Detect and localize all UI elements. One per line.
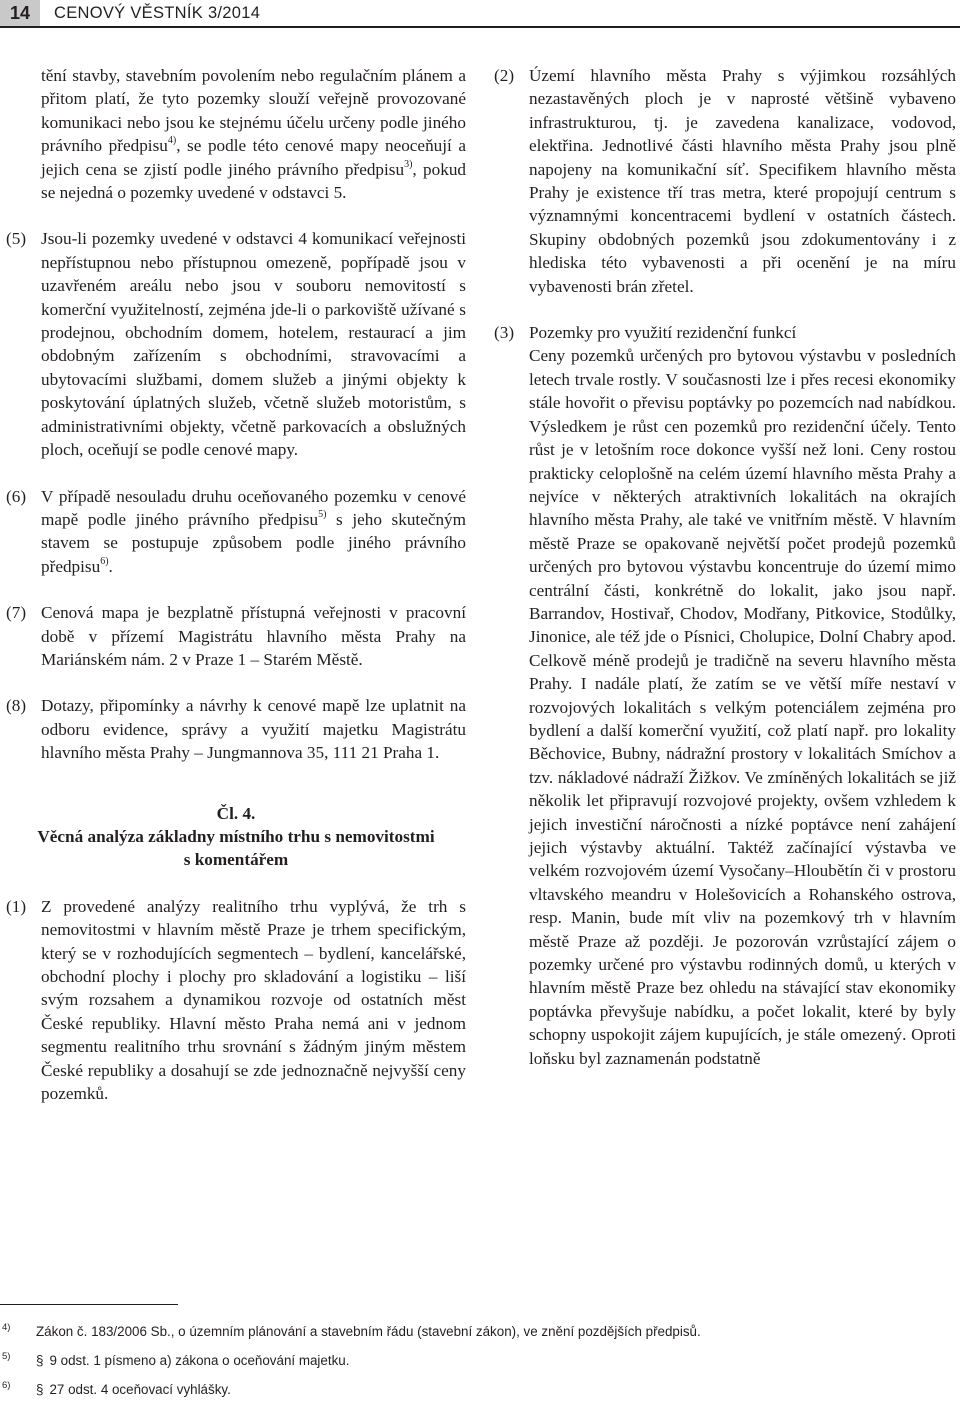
footnote-mark: 4): [2, 1322, 11, 1333]
page-number: 14: [0, 0, 40, 26]
paragraph-2: [494, 64, 956, 298]
paragraph-number: (7): [6, 603, 27, 623]
paragraph-heading: Pozemky pro využití rezidenční funkcí: [529, 323, 797, 343]
footnote-ref: 6): [100, 555, 109, 567]
article-number: Čl. 4.: [216, 803, 256, 823]
intro-paragraph: [6, 64, 466, 204]
footnote-rule: [0, 1304, 178, 1305]
footnote-ref: 5): [318, 509, 327, 521]
intro-text-3: , pokud se nejedná o pozemky uvedené v odstavci 5.: [41, 159, 467, 203]
paragraph-number: (3): [494, 323, 515, 343]
intro-text-2: , se podle této cenové mapy neoceňují a jejich cena se zjistí podle jiného právního předpisu: [41, 136, 466, 179]
footnote-text: 27 odst. 4 oceňovací vyhlášky.: [49, 1382, 231, 1397]
paragraph-text: Ceny pozemků určených pro bytovou výstavbu v posledních letech trvale rostly. V současnosti lze i přes recesi ekonomiky stále hovořit o převisu poptávky po pozemcích nad nabídkou. Výsledkem je růst cen pozemků pro rezidenční účely. Tento růst je v letošním roce dokonce vyšší než loni. Ceny rostou prakticky celoplošně na celém území hlavního města Prahy a nejvíce v některých atraktivních lokalitách na okrajích hlavního města Prahy, ale také ve vnitřním městě. V hlavním městě Praze se opakovaně největší počet prodejů pozemků určených pro bytovou výstavbu koncentruje do území mimo centrální části, konkrétně do lokalit, jako jsou např. Barrandov, Hostivař, Chodov, Modřany, Pitkovice, Stodůlky, Jinonice, ale též jde o Písnici, Cholupice, Dolní Chabry apod. Celkově méně prodejů je tradičně na severu hlavního města Prahy. I nadále platí, že zatím se ve větší míře nestaví v rozvojových lokalitách s velkým potenciálem zejména pro bydlení a další komerční využití, což platí např. pro lokality Běchovice, Bubny, nádražní prostory v lokalitách Smíchov a tzv. nákladové nádraží Žižkov. Ve zmíněných lokalitách se již několik let připravují rozvojové projekty, ovšem vzhledem k jejich investiční náročnosti a nízké poptávce není zahájení jejich výstavby aktuální. Taktéž začínající výstavba ve velkém rozvojovém území Vysočany–Hloubětín či v prostoru vltavského meandru v Holešovicích a Rohanského ostrova, resp. Manin, bude mít vliv na pozemkový trh v hlavním městě Praze až později. Je pozorován vzrůstající zájem o pozemky určené pro výstavbu rodinných domů, u kterých v hlavním městě Praze bez ohledu na stávající stav ekonomiky poptávka převyšuje nabídku, a počet lokalit, které by byly schopny uspokojit zájem kupujících, je stále omezený. Oproti loňsku byl zaznamenán podstatně: [529, 346, 956, 1068]
footnote-mark: 5): [2, 1351, 11, 1362]
paragraph-number: (5): [6, 229, 27, 249]
paragraph-text: V případě nesouladu druhu oceňovaného pozemku v cenové mapě podle jiného právního předpisu: [41, 486, 466, 529]
intro-text-1: tění stavby, stavebním povolením nebo regulačním plánem a přitom platí, že tyto pozemky slouží veřejně provozované komunikaci nebo jsou ke stejnému účelu určeny podle jiného právního předpisu: [41, 66, 466, 156]
paragraph-3: [494, 321, 956, 1070]
paragraph-number: (8): [6, 696, 27, 716]
footnotes: [0, 1322, 960, 1409]
publication-title: CENOVÝ VĚSTNÍK 3/2014: [54, 4, 261, 22]
paragraph-number: (6): [6, 486, 27, 506]
footnote-4: [0, 1322, 960, 1351]
page-header: [0, 0, 960, 26]
footnote-ref: 4): [167, 135, 177, 147]
footnote-mark: 6): [2, 1380, 11, 1391]
paragraph-8: [6, 694, 466, 764]
footnote-text: Zákon č. 183/2006 Sb., o územním plánování a stavebním řádu (stavební zákon), ve znění pozdějších předpisů.: [36, 1324, 701, 1339]
paragraph-5: [6, 227, 466, 461]
footnote-5: [0, 1351, 960, 1380]
footnote-ref: 3): [404, 158, 413, 170]
section-symbol: §: [36, 1353, 44, 1368]
paragraph-text: .: [108, 556, 113, 576]
header-rule: [0, 26, 960, 28]
left-column: [6, 64, 466, 1105]
paragraph-text: s jeho skutečným stavem se postupuje způsobem podle jiného právního předpisu: [41, 509, 467, 576]
paragraph-text: Území hlavního města Prahy s výjimkou rozsáhlých nezastavěných ploch je v naprosté většině vybaveno infrastrukturou, tj. je zavedena kanalizace, vodovod, elektřina. Jednotlivé části hlavního města Prahy jsou plně napojeny na komunikační síť. Specifikem hlavního města Prahy je existence tří tras metra, které propojují centrum s významnými koncentracemi bydlení v ostatních částech. Skupiny obdobných pozemků jsou zdokumentovány i z hlediska této vybavenosti a při ocenění je na míru vybavenosti brán zřetel.: [529, 66, 956, 296]
right-column: [494, 64, 956, 1070]
paragraph-1: [6, 895, 466, 1106]
paragraph-number: (1): [6, 896, 27, 916]
paragraph-7: [6, 601, 466, 671]
paragraph-text: Jsou-li pozemky uvedené v odstavci 4 komunikací veřejnosti nepřístupnou nebo přístupnou omezeně, popřípadě jsou v uzavřeném areálu nebo jsou v souboru nemovitostí s komerční využitelností, zejména jde-li o parkoviště užívané s prodejnou, obchodním domem, hotelem, restaurací a jim obdobným zařízením s obchodními, stravovacími a ubytovacími službami, domem služeb a jinými objekty k poskytování úplatných služeb, včetně služeb motoristům, s administrativními objekty, včetně parkovacích a obslužných ploch, oceňují se podle cenové mapy.: [41, 229, 466, 460]
article-title-line-1: Věcná analýza základny místního trhu s nemovitostmi: [37, 826, 435, 846]
paragraph-6: [6, 485, 466, 579]
paragraph-text: Cenová mapa je bezplatně přístupná veřejnosti v pracovní době v přízemí Magistrátu hlavního města Prahy na Mariánském nám. 2 v Praze 1 – Starém Městě.: [41, 603, 466, 669]
paragraph-text: Z provedené analýzy realitního trhu vyplývá, že trh s nemovitostmi v hlavním městě Praze je trhem specifickým, který se v rozhodujících segmentech – bydlení, kancelářské, obchodní plochy i plochy pro skladování a logistiku – liší svým rozsahem a dynamikou rozvoje od ostatních měst České republiky. Hlavní město Praha nemá ani v jednom segmentu realitního trhu srovnání s žádným jiným městem České republiky a dosahují se zde jednoznačně nejvyšší ceny pozemků.: [41, 896, 466, 1104]
article-title-line-2: s komentářem: [183, 850, 289, 870]
footnote-6: [0, 1380, 960, 1409]
section-symbol: §: [36, 1382, 44, 1397]
paragraph-text: Dotazy, připomínky a návrhy k cenové mapě lze uplatnit na odboru evidence, správy a využití majetku Magistrátu hlavního města Prahy – Jungmannova 35, 111 21 Praha 1.: [41, 696, 466, 763]
footnote-text: 9 odst. 1 písmeno a) zákona o oceňování majetku.: [49, 1353, 350, 1368]
paragraph-number: (2): [494, 66, 515, 85]
